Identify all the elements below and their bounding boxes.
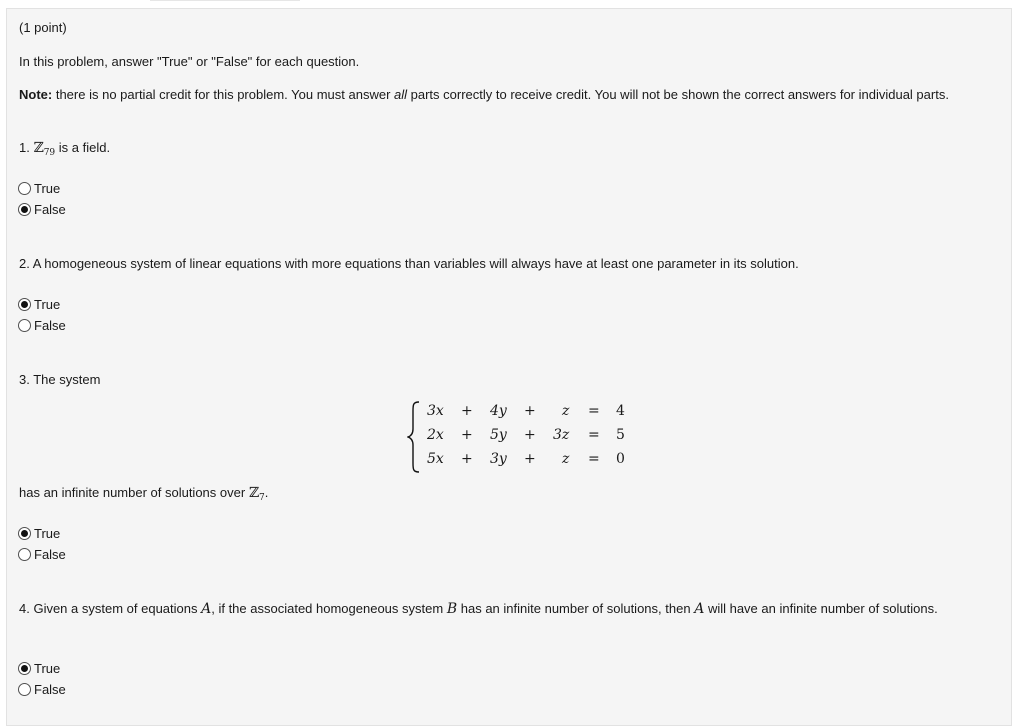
q1-false-label[interactable]: False: [34, 201, 66, 217]
sys-r1-eq: =: [588, 403, 600, 419]
q4-true-label[interactable]: True: [34, 660, 61, 676]
question-3-text: 3. The system: [19, 372, 101, 387]
q3-false-radio[interactable]: [18, 548, 31, 561]
sys-r3-c2: 3y: [490, 451, 507, 467]
sys-r1-c1: 3x: [427, 403, 444, 419]
left-brace-icon: [407, 401, 421, 473]
sys-r3-c3: z: [562, 451, 570, 467]
problem-intro: In this problem, answer "True" or "False" for each question.: [19, 54, 360, 69]
question-1-statement: is a field.: [58, 140, 111, 155]
q1-true-radio[interactable]: [18, 182, 31, 195]
q2-true-label[interactable]: True: [34, 296, 61, 312]
q1-option-true[interactable]: [18, 178, 60, 198]
sys-r3-c1: 5x: [427, 451, 444, 467]
sys-r2-c1: 2x: [427, 427, 444, 443]
q4-false-label[interactable]: False: [34, 681, 66, 697]
sys-r1-op1: +: [461, 403, 473, 419]
q2-true-radio[interactable]: [18, 298, 31, 311]
q1-option-false[interactable]: [18, 199, 66, 219]
top-divider: [150, 0, 300, 1]
problem-panel: [6, 8, 1012, 726]
q2-option-false[interactable]: [18, 315, 66, 335]
q3-true-radio[interactable]: [18, 527, 31, 540]
sys-r2-op1: +: [461, 427, 473, 443]
sys-r2-eq: =: [588, 427, 600, 443]
sys-r1-rhs: 4: [616, 403, 625, 419]
sys-r1-op2: +: [524, 403, 536, 419]
sys-r2-c2: 5y: [490, 427, 507, 443]
sys-r2-c3: 3z: [553, 427, 570, 443]
sys-r2-op2: +: [524, 427, 536, 443]
sys-r3-rhs: 0: [616, 451, 625, 467]
q4-text-3: has an infinite number of solutions, then: [460, 601, 691, 616]
note-emphasis: all: [394, 87, 408, 102]
q4-false-radio[interactable]: [18, 683, 31, 696]
sys-r1-c2: 4y: [490, 403, 507, 419]
q4-text-4: will have an infinite number of solutions.: [707, 601, 938, 616]
q2-option-true[interactable]: [18, 294, 60, 314]
question-3-after-label: has an infinite number of solutions over: [19, 485, 246, 500]
note-text-after: parts correctly to receive credit. You will not be shown the correct answers for individual parts.: [407, 87, 949, 102]
sys-r1-c3: z: [562, 403, 570, 419]
q4-text-2: , if the associated homogeneous system: [211, 601, 444, 616]
question-1-number: 1.: [19, 140, 30, 155]
sys-r2-rhs: 5: [616, 427, 625, 443]
q2-false-label[interactable]: False: [34, 317, 66, 333]
linear-system: [407, 401, 627, 473]
q3-false-label[interactable]: False: [34, 546, 66, 562]
question-3-period: .: [264, 485, 269, 500]
q1-true-label[interactable]: True: [34, 180, 61, 196]
var-a: A: [201, 601, 212, 617]
note-text-before: there is no partial credit for this problem. You must answer: [55, 87, 395, 102]
q3-option-false[interactable]: [18, 544, 66, 564]
var-a-second: A: [694, 601, 705, 617]
q4-true-radio[interactable]: [18, 662, 31, 675]
sys-r3-op1: +: [461, 451, 473, 467]
q4-text-1: 4. Given a system of equations: [19, 601, 198, 616]
q3-true-label[interactable]: True: [34, 525, 61, 541]
note-label: Note:: [19, 87, 53, 102]
sys-r3-op2: +: [524, 451, 536, 467]
q4-option-false[interactable]: [18, 679, 66, 699]
point-value: (1 point): [19, 20, 67, 35]
q4-option-true[interactable]: [18, 658, 60, 678]
sys-r3-eq: =: [588, 451, 600, 467]
problem-note: [19, 85, 994, 105]
question-4-text: [19, 599, 994, 619]
q3-option-true[interactable]: [18, 523, 60, 543]
question-2-text: 2. A homogeneous system of linear equations with more equations than variables will always have at least one parameter in its solution.: [19, 256, 799, 271]
q2-false-radio[interactable]: [18, 319, 31, 332]
var-b: B: [446, 601, 458, 617]
z79-symbol: ℤ$_{79}$: [33, 140, 56, 158]
question-1-text: [19, 138, 110, 163]
q1-false-radio[interactable]: [18, 203, 31, 216]
question-3-after-text: [19, 483, 268, 508]
z7-symbol: ℤ$_7$: [248, 485, 265, 503]
